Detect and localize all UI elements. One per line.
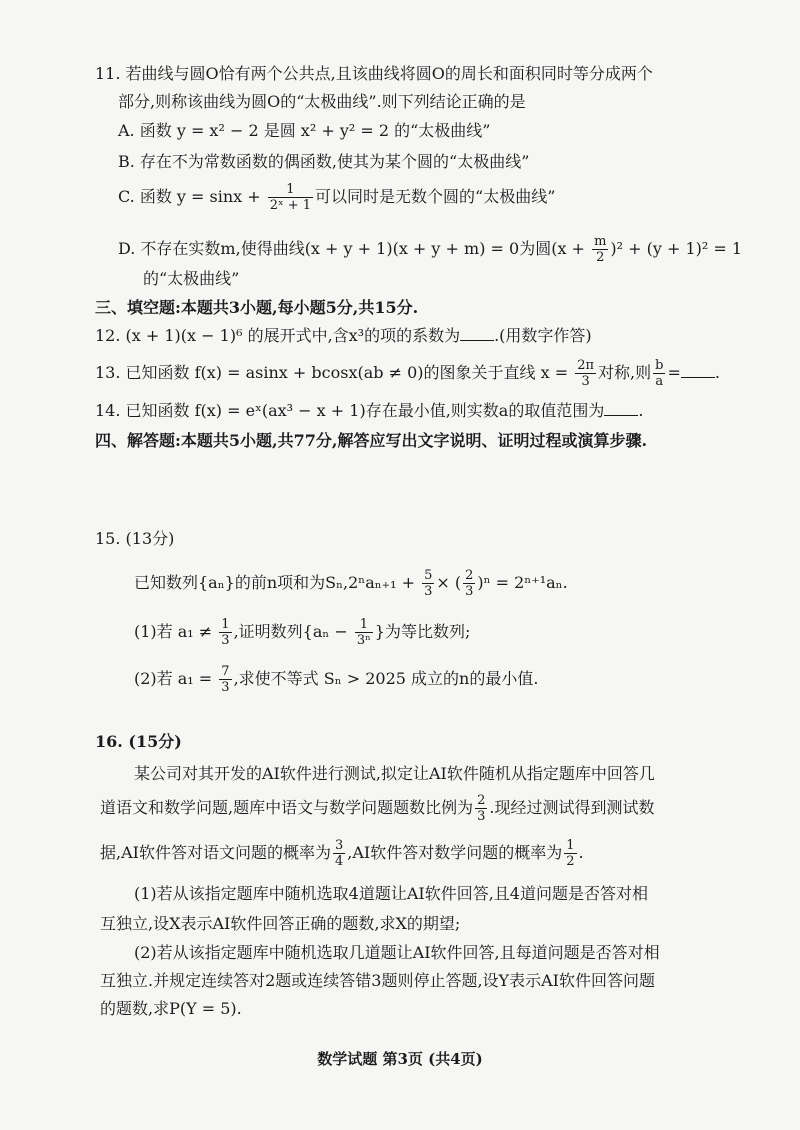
fraction-numerator: 2π (577, 358, 595, 373)
q15-stem-mid: × ( (436, 573, 462, 592)
q13-period: . (714, 363, 720, 382)
q16-line-3-pre: 据,AI软件答对语文问题的概率为 (100, 843, 331, 862)
q14-period: . (638, 401, 644, 420)
q15-part-1-fraction-b (355, 617, 373, 648)
fraction-numerator: 1 (566, 838, 575, 853)
q15-part-1-fraction-a (219, 617, 231, 648)
fraction-numerator: b (655, 358, 664, 373)
fraction-denominator: 3 (221, 633, 230, 648)
q11-option-d-fraction (592, 234, 608, 265)
q11-option-a: A. 函数 y = x² − 2 是圆 x² + y² = 2 的“太极曲线” (118, 121, 491, 140)
section-4-heading: 四、解答题:本题共5小题,共77分,解答应写出文字说明、证明过程或演算步骤. (95, 431, 648, 450)
q15-header: 15. (13分) (95, 529, 175, 548)
q11-option-c-fraction (268, 182, 313, 213)
q11-option-d-pre: D. 不存在实数m,使得曲线(x + y + 1)(x + y + m) = 0为圆(x + (118, 239, 591, 258)
q11-option-c (118, 182, 555, 213)
fraction-denominator: 2ˣ + 1 (269, 198, 312, 213)
fraction-denominator: a (655, 374, 664, 389)
q11-option-d-continuation: 的“太极曲线” (143, 269, 240, 288)
fraction-numerator: 3 (334, 838, 344, 853)
q16-line-3-post: . (578, 843, 584, 862)
q13-text: 13. 已知函数 f(x) = asinx + bcosx(ab ≠ 0)的图象关于直线 x = (95, 363, 574, 382)
q13-mid: 对称,则 (598, 363, 652, 382)
fraction-numerator: 1 (221, 617, 230, 632)
fraction-denominator: 3 (477, 809, 486, 824)
q13 (95, 358, 720, 389)
section-3-heading: 三、填空题:本题共3小题,每小题5分,共15分. (95, 298, 419, 317)
q14-answer-blank (604, 403, 638, 416)
q16-part-2-line-3: 的题数,求P(Y = 5). (100, 999, 242, 1018)
fraction-denominator: 3 (424, 584, 433, 599)
fraction-numerator: 1 (355, 617, 373, 633)
q15-part-2-fraction (219, 664, 231, 695)
q16-chinese-probability-fraction (333, 838, 345, 869)
fraction-numerator: m (594, 234, 607, 249)
q16-part-1-line-1: (1)若从该指定题库中随机选取4道题让AI软件回答,且4道问题是否答对相 (134, 884, 648, 903)
q15-part-1-mid: ,证明数列{aₙ − (233, 622, 353, 641)
q11-option-b: B. 存在不为常数函数的偶函数,使其为某个圆的“太极曲线” (118, 152, 530, 171)
q16-part-2-line-2: 互独立.并规定连续答对2题或连续答错3题则停止答题,设Y表示AI软件回答问题 (100, 971, 655, 990)
fraction-numerator: 1 (268, 182, 313, 198)
q11-option-d (118, 234, 742, 265)
q12-text: 12. (x + 1)(x − 1)⁶ 的展开式中,含x³的项的系数为 (95, 326, 461, 345)
q16-line-2-pre: 道语文和数学问题,题库中语文与数学问题题数比例为 (100, 798, 474, 817)
q15-stem-post: )ⁿ = 2ⁿ⁺¹aₙ. (477, 573, 568, 592)
q11-option-c-pre: C. 函数 y = sinx + (118, 187, 266, 206)
q16-line-3-mid: ,AI软件答对数学问题的概率为 (347, 843, 563, 862)
q13-fraction-2pi-3 (575, 358, 596, 389)
q15-part-2-post: ,求使不等式 Sₙ > 2025 成立的n的最小值. (233, 669, 539, 688)
q16-stem-line-1: 某公司对其开发的AI软件进行测试,拟定让AI软件随机从指定题库中回答几 (134, 764, 655, 783)
q15-fraction-2-3 (463, 568, 475, 599)
q11-stem-line-1: 11. 若曲线与圆O恰有两个公共点,且该曲线将圆O的周长和面积同时等分成两个 (95, 64, 653, 83)
q15-fraction-5-3 (422, 568, 434, 599)
q16-line-2-post: .现经过测试得到测试数 (489, 798, 655, 817)
q14 (95, 400, 643, 422)
fraction-denominator: 3 (221, 680, 230, 695)
q16-stem-line-3 (100, 838, 584, 869)
q13-equals: = (667, 363, 681, 382)
fraction-denominator: 3 (581, 374, 590, 389)
q14-text: 14. 已知函数 f(x) = eˣ(ax³ − x + 1)存在最小值,则实数a的取值范围为 (95, 401, 605, 420)
q15-part-1-pre: (1)若 a₁ ≠ (134, 622, 218, 641)
fraction-denominator: 2 (596, 250, 605, 265)
q11-option-d-post: )² + (y + 1)² = 1 (610, 239, 743, 258)
q15-part-2 (134, 664, 538, 695)
fraction-denominator: 3ⁿ (356, 633, 371, 648)
fraction-denominator: 4 (334, 854, 344, 869)
q11-option-c-post: 可以同时是无数个圆的“太极曲线” (315, 187, 556, 206)
q12-note: .(用数字作答) (494, 326, 592, 345)
fraction-numerator: 5 (424, 568, 433, 583)
q11-stem-line-2: 部分,则称该曲线为圆O的“太极曲线”.则下列结论正确的是 (118, 92, 526, 111)
q16-header: 16. (15分) (95, 732, 182, 751)
page-footer: 数学试题 第3页 (共4页) (317, 1050, 483, 1068)
q13-answer-blank (681, 365, 715, 378)
q16-part-2-line-1: (2)若从该指定题库中随机选取几道题让AI软件回答,且每道问题是否答对相 (134, 943, 660, 962)
q15-part-1-post: }为等比数列; (374, 622, 471, 641)
q15-part-1 (134, 617, 470, 648)
q16-part-1-line-2: 互独立,设X表示AI软件回答正确的题数,求X的期望; (100, 914, 461, 933)
fraction-denominator: 3 (465, 584, 474, 599)
q16-stem-line-2 (100, 793, 654, 824)
q13-fraction-b-a (653, 358, 665, 389)
q15-part-2-pre: (2)若 a₁ = (134, 669, 218, 688)
q12-answer-blank (460, 328, 494, 341)
q16-math-probability-fraction (564, 838, 576, 869)
q12 (95, 325, 592, 347)
q15-stem (134, 568, 568, 599)
fraction-numerator: 2 (477, 793, 486, 808)
q16-ratio-fraction (475, 793, 487, 824)
fraction-numerator: 2 (465, 568, 474, 583)
fraction-denominator: 2 (566, 854, 575, 869)
fraction-numerator: 7 (221, 664, 230, 679)
q15-stem-pre: 已知数列{aₙ}的前n项和为Sₙ,2ⁿaₙ₊₁ + (134, 573, 421, 592)
